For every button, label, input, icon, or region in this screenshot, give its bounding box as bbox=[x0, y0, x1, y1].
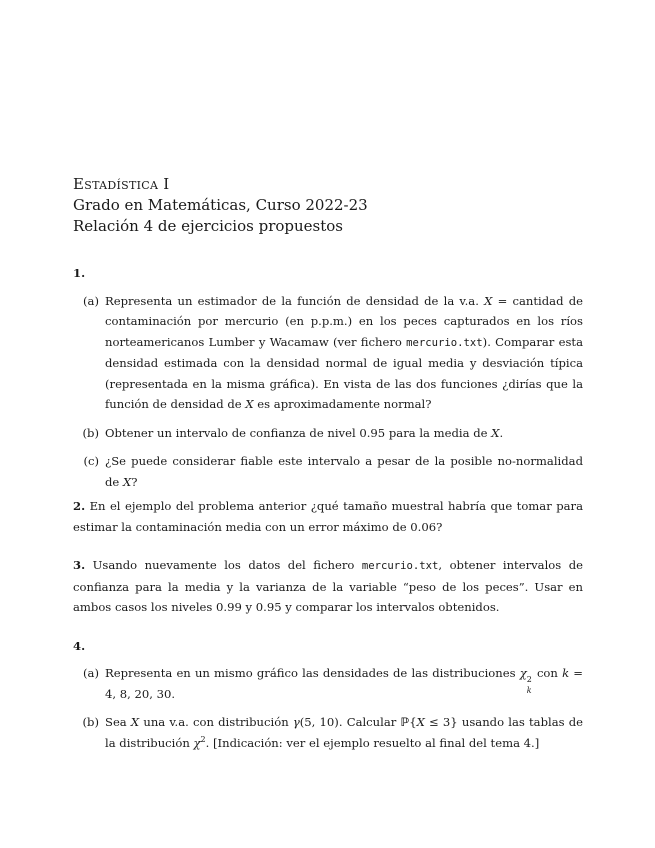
course-title: Estadística I bbox=[73, 175, 170, 193]
chi-symbol: χ bbox=[519, 666, 527, 680]
problem-number: 2. bbox=[73, 499, 86, 513]
problem-number: 4. bbox=[73, 638, 86, 653]
problem-number: 3. bbox=[73, 558, 86, 572]
filename: mercurio.txt bbox=[406, 336, 483, 349]
problem-1a bbox=[73, 291, 583, 415]
problem-4 bbox=[73, 636, 583, 754]
problem-4a bbox=[73, 663, 583, 704]
item-label: (a) bbox=[83, 293, 99, 308]
gamma-symbol: γ bbox=[292, 715, 300, 729]
relation-line: Relación 4 de ejercicios propuestos bbox=[73, 217, 343, 235]
filename: mercurio.txt bbox=[361, 560, 439, 572]
problem-1b bbox=[73, 423, 583, 444]
problem-number: 1. bbox=[73, 266, 86, 280]
chi-symbol: χ bbox=[193, 735, 201, 750]
problem-2 bbox=[73, 496, 583, 537]
problem-text: En el ejemplo del problema anterior ¿qué tamaño muestral habría que tomar para estimar la contaminación media con un error máximo de 0.06? bbox=[73, 499, 583, 534]
problem-4b bbox=[73, 712, 583, 753]
item-text: Sea X una v.a. con distribución γ(5, 10). Calcular ℙ{X ≤ 3} usando las tablas de la distribución $\chi^2$. [Indicación: ver el ejemplo resuelto al final del tema 4.] bbox=[105, 715, 584, 750]
degree-line: Grado en Matemáticas, Curso 2022-23 bbox=[73, 196, 368, 214]
problem-3: 3. Usando nuevamente los datos del fichero mercurio.txt, obtener intervalos de confianza para la media y la varianza de la variable “peso de los peces”. Usar en ambos casos los niveles 0.99 y 0.95 y comparar los intervalos obtenidos. bbox=[73, 558, 583, 614]
item-label: (b) bbox=[82, 715, 99, 729]
item-label: (c) bbox=[83, 454, 99, 468]
item-text: ¿Se puede considerar fiable este intervalo a pesar de la posible no-normalidad de X? bbox=[105, 454, 583, 489]
exercise-sheet bbox=[73, 174, 583, 753]
document-header bbox=[73, 174, 583, 237]
probability-symbol: ℙ bbox=[400, 715, 410, 729]
item-text: Representa en un mismo gráfico las densidades de las distribuciones χ 2 k con k = 4, 8, 20, 30. bbox=[105, 666, 583, 701]
item-text: Representa un estimador de la función de densidad de la v.a. X = cantidad de contaminación por mercurio (en p.p.m.) en los peces capturados en los ríos norteamericanos Lumber y Wacamaw (ver fichero mercurio.txt). Comparar esta densidad estimada con la densidad normal de igual media y desviación típica (representada en la misma gráfica). En vista de las dos funciones ¿dirías que la función de densidad de X es aproximadamente normal? bbox=[105, 293, 583, 411]
problem-1 bbox=[73, 263, 583, 492]
item-text: Obtener un intervalo de confianza de nivel 0.95 para la media de X. bbox=[105, 425, 504, 440]
item-label: (b) bbox=[82, 425, 99, 440]
problem-1c bbox=[73, 451, 583, 492]
item-label: (a) bbox=[83, 666, 99, 680]
